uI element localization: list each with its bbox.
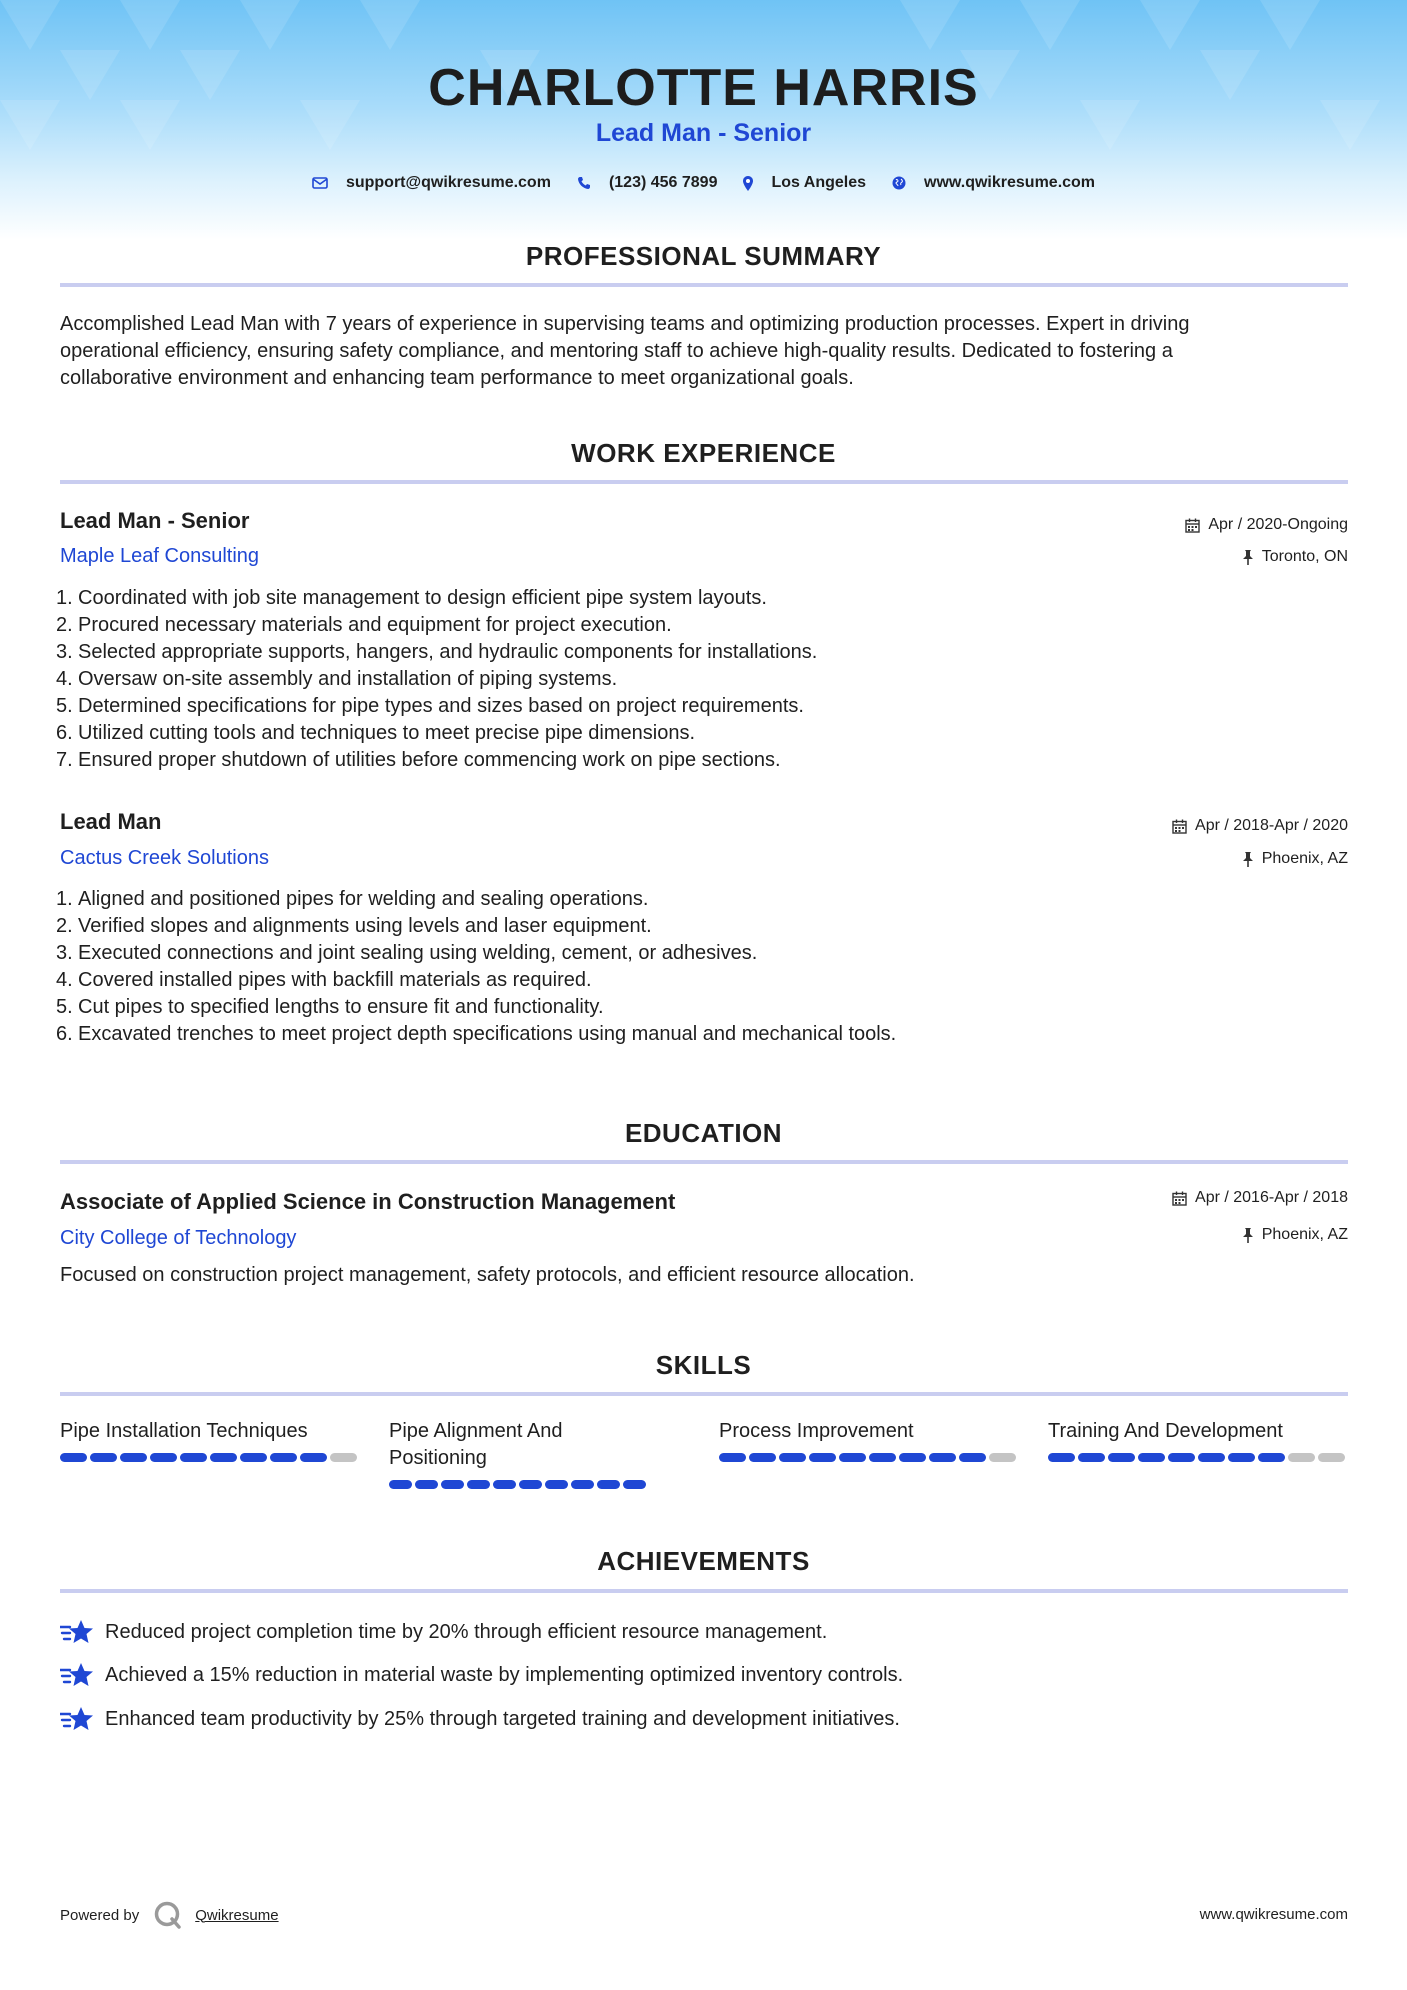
section-title-experience: WORK EXPERIENCE xyxy=(571,438,836,468)
list-item: 1. Aligned and positioned pipes for welding and sealing operations. xyxy=(56,888,649,910)
contact-website[interactable] xyxy=(892,174,1095,192)
education-description: Focused on construction project management, safety protocols, and efficient resource allocation. xyxy=(60,1264,915,1286)
summary-text xyxy=(60,311,1350,392)
section-rule xyxy=(60,1392,1348,1396)
skill-segment-filled xyxy=(90,1453,117,1462)
skill-segment-filled xyxy=(210,1453,237,1462)
skill-segment-filled xyxy=(1228,1453,1255,1462)
education-location xyxy=(1242,1226,1348,1244)
skill-segment-empty xyxy=(1318,1453,1345,1462)
skill-segment-filled xyxy=(571,1480,594,1489)
map-pin-icon xyxy=(743,176,753,191)
achievement-text: Reduced project completion time by 20% through efficient resource management. xyxy=(105,1620,828,1643)
skill-segment-filled xyxy=(120,1453,147,1462)
list-item: 6. Utilized cutting tools and techniques to meet precise pipe dimensions. xyxy=(56,722,696,744)
email-text: support@qwikresume.com xyxy=(345,174,551,191)
skill-item xyxy=(719,1418,1019,1462)
skill-segment-filled xyxy=(415,1480,438,1489)
job-role: Lead Man - Senior xyxy=(60,508,250,533)
calendar-icon xyxy=(1172,819,1187,834)
skill-name: Process Improvement xyxy=(719,1420,914,1442)
skill-name: Pipe Installation Techniques xyxy=(60,1420,308,1442)
list-item: 5. Cut pipes to specified lengths to ensure fit and functionality. xyxy=(56,996,604,1018)
phone-text: (123) 456 7899 xyxy=(608,174,718,191)
section-title-achievements: ACHIEVEMENTS xyxy=(597,1546,810,1576)
job-dates xyxy=(1185,516,1348,534)
list-item: 4. Covered installed pipes with backfill materials as required. xyxy=(56,969,592,991)
list-item: 6. Excavated trenches to meet project depth specifications using manual and mechanical tools. xyxy=(56,1023,897,1045)
job-company[interactable]: Maple Leaf Consulting xyxy=(60,545,260,567)
skill-segment-filled xyxy=(240,1453,267,1462)
phone-icon xyxy=(577,176,591,190)
list-item: 3. Selected appropriate supports, hangers, and hydraulic components for installations. xyxy=(56,641,818,663)
shooting-star-icon xyxy=(60,1618,93,1646)
skill-segment-filled xyxy=(1138,1453,1165,1462)
list-item: 3. Executed connections and joint sealing using welding, cement, or adhesives. xyxy=(56,942,758,964)
skill-segment-empty xyxy=(989,1453,1016,1462)
education-degree: Associate of Applied Science in Construction Management xyxy=(60,1189,676,1214)
list-item: 1. Coordinated with job site management to design efficient pipe system layouts. xyxy=(56,587,767,609)
location-text: Los Angeles xyxy=(771,174,867,191)
skill-segment-filled xyxy=(1108,1453,1135,1462)
pushpin-icon xyxy=(1242,852,1254,867)
skill-segment-filled xyxy=(1048,1453,1075,1462)
contact-row xyxy=(0,174,1407,192)
powered-by-label: Powered by xyxy=(60,1906,140,1924)
job-location xyxy=(1242,850,1348,868)
pushpin-icon xyxy=(1242,1228,1254,1243)
candidate-name: CHARLOTTE HARRIS xyxy=(428,59,979,117)
shooting-star-icon xyxy=(60,1705,93,1733)
skill-level-bar xyxy=(60,1453,360,1462)
job-company[interactable]: Cactus Creek Solutions xyxy=(60,847,269,869)
job-role: Lead Man xyxy=(60,809,162,834)
section-rule xyxy=(60,283,1348,287)
job-dates-text: Apr / 2018-Apr / 2020 xyxy=(1195,817,1348,834)
qwikresume-logo-icon xyxy=(153,1900,183,1930)
skill-level-bar xyxy=(719,1453,1019,1462)
skill-segment-filled xyxy=(1168,1453,1195,1462)
skill-segment-filled xyxy=(270,1453,297,1462)
calendar-icon xyxy=(1172,1191,1187,1206)
section-title-summary: PROFESSIONAL SUMMARY xyxy=(525,241,882,271)
skill-level-bar xyxy=(1048,1453,1348,1462)
section-rule xyxy=(60,1160,1348,1164)
education-dates xyxy=(1172,1189,1348,1207)
skill-segment-empty xyxy=(1288,1453,1315,1462)
job-bullets xyxy=(56,886,896,1048)
envelope-icon xyxy=(312,177,328,189)
qwikresume-link[interactable]: Qwikresume xyxy=(195,1906,279,1924)
achievement-text: Achieved a 15% reduction in material waste by implementing optimized inventory controls. xyxy=(105,1663,904,1686)
skill-segment-filled xyxy=(749,1453,776,1462)
skill-segment-filled xyxy=(779,1453,806,1462)
calendar-icon xyxy=(1185,518,1200,533)
skill-segment-filled xyxy=(519,1480,542,1489)
skill-segment-filled xyxy=(389,1480,412,1489)
achievement-item xyxy=(60,1661,903,1689)
skill-segment-filled xyxy=(839,1453,866,1462)
skill-segment-filled xyxy=(597,1480,620,1489)
job-location-text: Toronto, ON xyxy=(1261,548,1348,565)
job-dates xyxy=(1172,817,1348,835)
skill-level-bar xyxy=(389,1480,649,1489)
job-bullets xyxy=(56,585,817,774)
list-item: 7. Ensured proper shutdown of utilities before commencing work on pipe sections. xyxy=(56,749,781,771)
skill-segment-filled xyxy=(929,1453,956,1462)
education-dates-text: Apr / 2016-Apr / 2018 xyxy=(1195,1189,1348,1206)
list-item: 4. Oversaw on-site assembly and installation of piping systems. xyxy=(56,668,618,690)
job-location-text: Phoenix, AZ xyxy=(1261,850,1348,867)
skill-segment-empty xyxy=(330,1453,357,1462)
skill-segment-filled xyxy=(719,1453,746,1462)
skill-item xyxy=(1048,1418,1348,1462)
footer-powered-by xyxy=(60,1900,279,1930)
globe-icon xyxy=(892,176,906,190)
skill-segment-filled xyxy=(869,1453,896,1462)
skill-segment-filled xyxy=(1198,1453,1225,1462)
contact-location[interactable] xyxy=(743,174,866,192)
skill-item xyxy=(389,1418,649,1489)
contact-phone[interactable] xyxy=(577,174,718,192)
list-item: 2. Verified slopes and alignments using levels and laser equipment. xyxy=(56,915,652,937)
skill-segment-filled xyxy=(545,1480,568,1489)
education-school[interactable]: City College of Technology xyxy=(60,1227,297,1249)
skill-segment-filled xyxy=(1258,1453,1285,1462)
skill-segment-filled xyxy=(150,1453,177,1462)
summary-line: Accomplished Lead Man with 7 years of experience in supervising teams and optimizing production processes. Expert in driving xyxy=(60,313,1190,335)
summary-line: operational efficiency, ensuring safety compliance, and mentoring staff to achieve high-quality results. Dedicated to fostering a xyxy=(60,340,1173,362)
skill-name: Training And Development xyxy=(1048,1420,1283,1442)
skill-item xyxy=(60,1418,360,1462)
job-dates-text: Apr / 2020-Ongoing xyxy=(1208,516,1348,533)
skill-segment-filled xyxy=(809,1453,836,1462)
skill-segment-filled xyxy=(441,1480,464,1489)
summary-line: collaborative environment and enhancing team performance to meet organizational goals. xyxy=(60,367,854,389)
skill-segment-filled xyxy=(467,1480,490,1489)
skill-segment-filled xyxy=(623,1480,646,1489)
footer-website[interactable]: www.qwikresume.com xyxy=(1199,1906,1348,1923)
shooting-star-icon xyxy=(60,1661,93,1689)
section-rule xyxy=(60,1589,1348,1593)
achievement-item xyxy=(60,1618,827,1646)
skill-segment-filled xyxy=(300,1453,327,1462)
skill-segment-filled xyxy=(60,1453,87,1462)
section-title-education: EDUCATION xyxy=(624,1118,783,1148)
list-item: 2. Procured necessary materials and equipment for project execution. xyxy=(56,614,672,636)
list-item: 5. Determined specifications for pipe types and sizes based on project requirements. xyxy=(56,695,804,717)
achievement-item xyxy=(60,1705,900,1733)
achievement-text: Enhanced team productivity by 25% through targeted training and development initiatives. xyxy=(105,1707,900,1730)
skill-segment-filled xyxy=(180,1453,207,1462)
skill-segment-filled xyxy=(899,1453,926,1462)
pushpin-icon xyxy=(1242,550,1254,565)
contact-email[interactable] xyxy=(312,174,551,192)
skill-segment-filled xyxy=(493,1480,516,1489)
skill-name: Pipe Alignment And Positioning xyxy=(389,1420,563,1469)
education-location-text: Phoenix, AZ xyxy=(1261,1226,1348,1243)
skill-segment-filled xyxy=(1078,1453,1105,1462)
website-text: www.qwikresume.com xyxy=(924,174,1096,191)
job-location xyxy=(1242,548,1348,566)
section-title-skills: SKILLS xyxy=(655,1350,752,1380)
skill-segment-filled xyxy=(959,1453,986,1462)
candidate-title: Lead Man - Senior xyxy=(595,119,812,147)
section-rule xyxy=(60,480,1348,484)
